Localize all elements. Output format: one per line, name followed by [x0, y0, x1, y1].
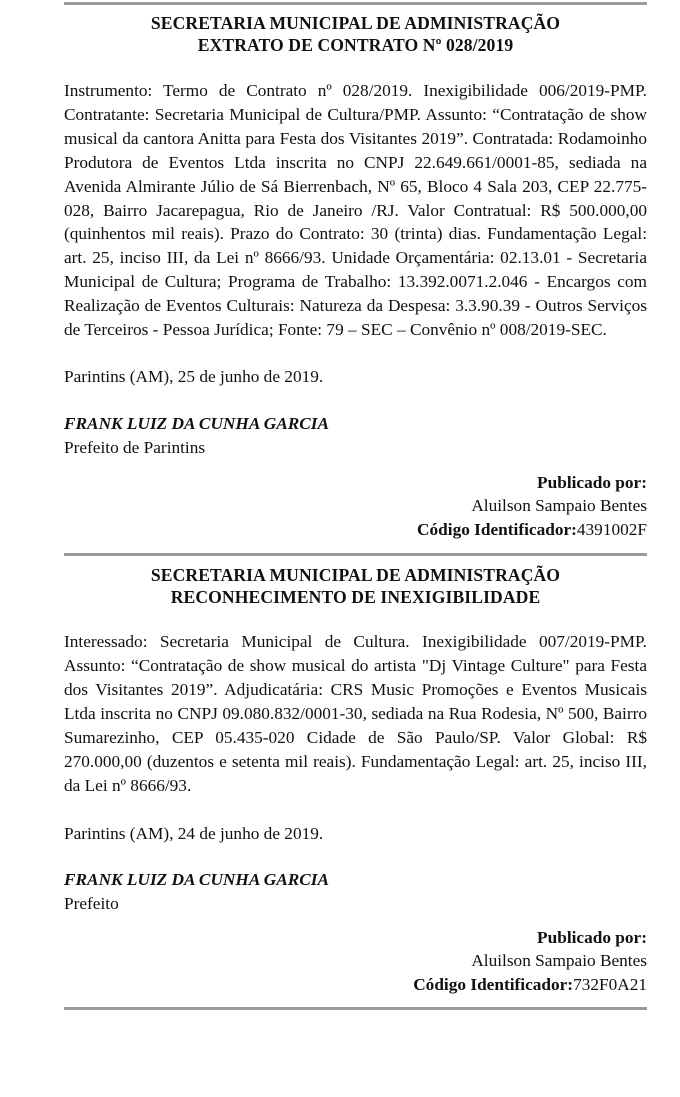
section-divider — [64, 553, 647, 556]
identifier-line — [64, 973, 647, 997]
published-label: Publicado por: — [537, 472, 647, 492]
section-date: Parintins (AM), 24 de junho de 2019. — [64, 823, 324, 843]
signer-name: FRANK LUIZ DA CUNHA GARCIA — [64, 869, 330, 889]
identifier-code: 4391002F — [576, 519, 647, 539]
identifier-code: 732F0A21 — [573, 974, 647, 994]
published-label: Publicado por: — [537, 927, 647, 947]
inexigibility-section — [64, 564, 647, 996]
document-page — [64, 0, 647, 1010]
heading-line-1: SECRETARIA MUNICIPAL DE ADMINISTRAÇÃO — [150, 565, 561, 586]
signer-role: Prefeito de Parintins — [64, 437, 206, 457]
section-body: Interessado: Secretaria Municipal de Cultura. Inexigibilidade 007/2019-PMP. Assunto: “Contratação de show musical do artista "Dj Vintage Culture" para Festa dos Visitantes 2019”. Adjudicatária: CRS Music Promoções e Eventos Musicais Ltda inscrita no CNPJ 09.080.832/0001-30, sediada na Rua Rodesia, Nº 500, Bairro Sumarezinho, CEP 05.435-020 Cidade de São Paulo/SP. Valor Global: R$ 270.000,00 (duzentos e setenta mil reais). Fundamentação Legal: art. 25, inciso III, da Lei nº 8666/93. — [64, 632, 647, 795]
heading-line-2: EXTRATO DE CONTRATO Nº 028/2019 — [197, 35, 514, 55]
heading-line-2: RECONHECIMENTO DE INEXIGIBILIDADE — [170, 587, 541, 608]
publication-info — [64, 926, 647, 997]
section-heading — [64, 12, 647, 56]
section-body: Instrumento: Termo de Contrato nº 028/2019. Inexigibilidade 006/2019-PMP. Contratante: Secretaria Municipal de Cultura/PMP. Assunto: “Contratação de show musical da cantora Anitta para Festa dos Visitantes 2019”. Contratada: Rodamoinho Produtora de Eventos Ltda inscrita no CNPJ 22.649.661/0001-85, sediada na Avenida Almirante Júlio de Sá Bierrenbach, Nº 65, Bloco 4 Sala 203, CEP 22.775-028, Bairro Jacarepagua, Rio de Janeiro /RJ. Valor Contratual: R$ 500.000,00 (quinhentos mil reais). Prazo do Contrato: 30 (trinta) dias. Fundamentação Legal: art. 25, inciso III, da Lei nº 8666/93. Unidade Orçamentária: 02.13.01 - Secretaria Municipal de Cultura; Programa de Trabalho: 13.392.0071.2.046 - Encargos com Realização de Eventos Culturais: Natureza da Despesa: 3.3.90.39 - Outros Serviços de Terceiros - Pessoa Jurídica; Fonte: 79 – SEC – Convênio nº 008/2019-SEC. — [64, 81, 647, 340]
signer-name: FRANK LUIZ DA CUNHA GARCIA — [64, 413, 330, 433]
publisher-name: Aluilson Sampaio Bentes — [471, 496, 647, 516]
section-date: Parintins (AM), 25 de junho de 2019. — [64, 366, 324, 386]
publication-info — [64, 471, 647, 542]
identifier-label: Código Identificador: — [413, 974, 574, 994]
section-heading — [64, 564, 647, 608]
identifier-label: Código Identificador: — [417, 519, 577, 539]
signer-role: Prefeito — [64, 893, 119, 913]
top-divider — [64, 2, 647, 5]
contract-extract-section — [64, 12, 647, 541]
bottom-divider — [64, 1007, 647, 1010]
publisher-name: Aluilson Sampaio Bentes — [471, 951, 647, 971]
identifier-line — [64, 518, 647, 542]
heading-line-1: SECRETARIA MUNICIPAL DE ADMINISTRAÇÃO — [150, 13, 561, 33]
